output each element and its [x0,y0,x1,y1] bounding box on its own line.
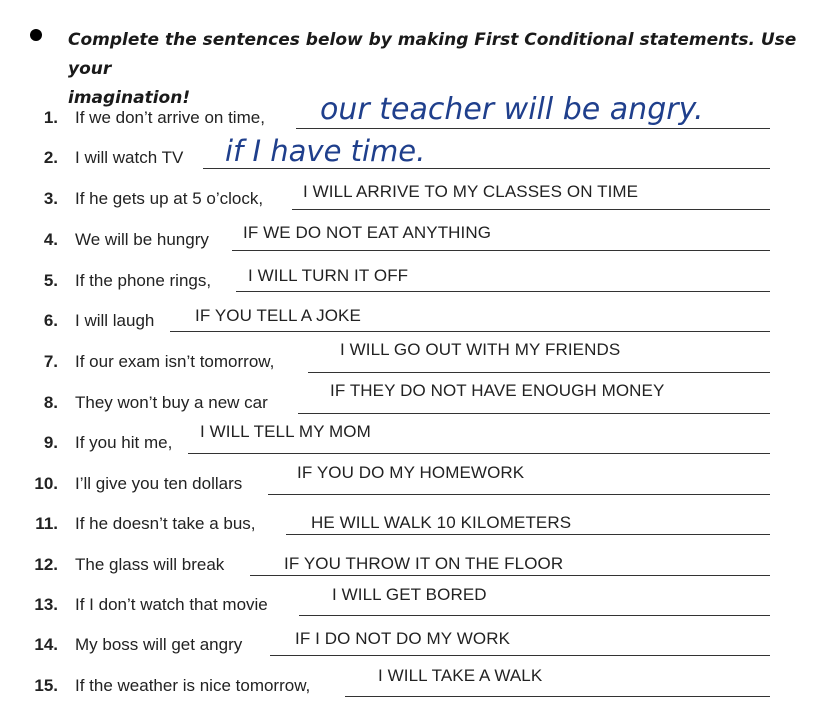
item-number: 13. [34,595,58,614]
item-prompt: I will laugh [75,311,155,330]
item-prompt: They won’t buy a new car [75,393,268,412]
answer-line [298,413,770,414]
typed-answer: IF YOU DO MY HOMEWORK [297,463,525,482]
typed-answer: IF I DO NOT DO MY WORK [295,629,511,648]
exercise-item [0,183,821,213]
item-prompt: If you hit me, [75,433,173,452]
exercise-item [0,305,821,335]
typed-answer: I WILL GET BORED [332,585,487,604]
item-number: 8. [43,393,58,412]
answer-line [232,250,770,251]
typed-answer: IF YOU TELL A JOKE [195,306,361,325]
item-prompt: The glass will break [75,555,225,574]
handwritten-answer: if I have time. [225,134,426,168]
item-number: 6. [43,311,58,330]
answer-line [292,209,770,210]
exercise-item [0,265,821,295]
exercise-item [0,666,821,700]
instructions-line-1: Complete the sentences below by making First Conditional statements. Use your [68,30,797,79]
item-prompt: If we don’t arrive on time, [75,108,265,127]
exercise-item [0,340,821,376]
item-prompt: I will watch TV [75,148,184,167]
item-number: 10. [34,474,58,493]
item-number: 14. [34,635,58,654]
handwritten-answer: our teacher will be angry. [320,92,704,127]
answer-line [236,291,770,292]
typed-answer: I WILL TAKE A WALK [378,666,543,685]
exercise-item [0,422,821,457]
exercise-item [0,629,821,659]
item-prompt: If he gets up at 5 o’clock, [75,189,264,208]
exercise-item [0,508,821,538]
answer-line [296,128,770,129]
item-number: 4. [43,230,58,249]
item-number: 12. [34,555,58,574]
exercise-item [0,463,821,498]
item-prompt: If the weather is nice tomorrow, [75,676,311,695]
answer-line [188,453,770,454]
answer-line [308,372,770,373]
item-number: 15. [34,676,58,695]
typed-answer: IF WE DO NOT EAT ANYTHING [243,223,492,242]
item-number: 7. [43,352,58,371]
bullet-icon [30,29,42,41]
item-number: 3. [43,189,58,208]
item-number: 2. [43,148,58,167]
answer-line [250,575,770,576]
typed-answer: I WILL GO OUT WITH MY FRIENDS [340,340,621,359]
item-prompt: If our exam isn’t tomorrow, [75,352,275,371]
exercise-item [0,134,821,172]
item-number: 5. [43,271,58,290]
typed-answer: HE WILL WALK 10 KILOMETERS [311,513,572,532]
exercise-item [0,381,821,417]
item-number: 11. [35,514,58,533]
item-prompt: If he doesn’t take a bus, [75,514,256,533]
answer-line [286,534,770,535]
typed-answer: I WILL ARRIVE TO MY CLASSES ON TIME [303,182,639,201]
answer-line [270,655,770,656]
exercise-item [0,224,821,254]
typed-answer: I WILL TURN IT OFF [248,266,409,285]
typed-answer: IF YOU THROW IT ON THE FLOOR [284,554,564,573]
typed-answer: IF THEY DO NOT HAVE ENOUGH MONEY [330,381,665,400]
answer-line [268,494,770,495]
item-prompt: We will be hungry [75,230,209,249]
exercise-item [0,549,821,579]
item-prompt: If I don’t watch that movie [75,595,268,614]
item-prompt: If the phone rings, [75,271,212,290]
item-number: 1. [43,108,58,127]
item-number: 9. [43,433,58,452]
exercise-item [0,585,821,619]
typed-answer: I WILL TELL MY MOM [200,422,371,441]
answer-line [170,331,770,332]
answer-line [345,696,770,697]
instructions-line-2: imagination! [68,88,191,108]
item-prompt: My boss will get angry [75,635,243,654]
item-prompt: I’ll give you ten dollars [75,474,243,493]
answer-line [299,615,770,616]
answer-line [203,168,770,169]
